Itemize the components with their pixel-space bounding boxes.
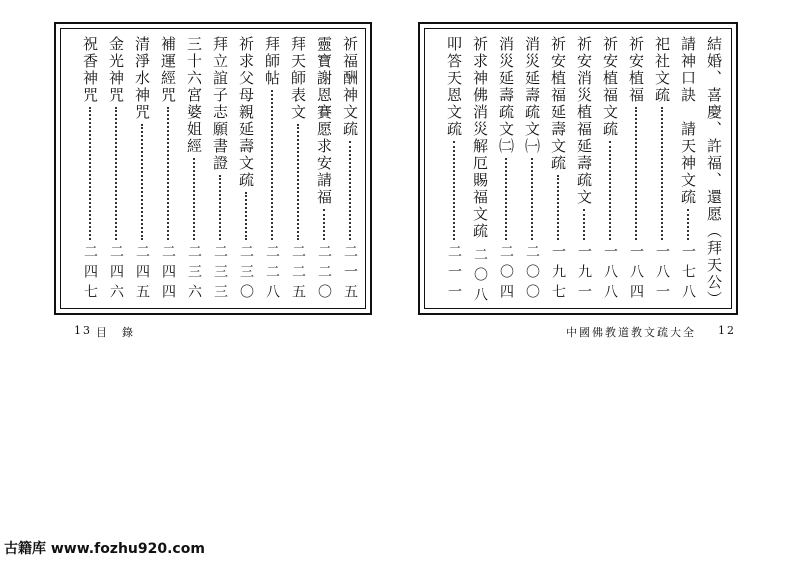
toc-entry: [156, 36, 180, 304]
toc-leader-dots: [505, 158, 507, 240]
toc-entry-page: 二三〇: [238, 244, 254, 304]
toc-entry-page: 二三三: [212, 244, 228, 304]
toc-leader-dots: [89, 107, 91, 240]
toc-leader-dots: [115, 107, 117, 240]
toc-entry: [676, 36, 700, 304]
toc-entry-page: 二三六: [186, 244, 202, 304]
toc-entry-page: 二四五: [134, 244, 150, 304]
toc-leader-dots: [609, 141, 611, 240]
toc-entry-page: 二一五: [342, 244, 358, 304]
toc-leader-dots: [557, 175, 559, 240]
toc-entry: [572, 36, 596, 304]
toc-entry: [442, 36, 466, 304]
toc-entry: [546, 36, 570, 304]
toc-entry: [312, 36, 336, 304]
toc-entry-title: 祈安植福文疏: [601, 36, 619, 138]
toc-entry-title: 拜師帖: [263, 36, 281, 87]
toc-entry-title: 拜立誼子志願書證: [211, 36, 229, 172]
toc-entry-title: 消災延壽疏文㈠: [523, 36, 541, 155]
toc-entry-title: 清淨水神咒: [133, 36, 151, 121]
toc-entry-page: 一九一: [576, 244, 592, 304]
toc-entry: [182, 36, 206, 304]
toc-entry: [624, 36, 648, 304]
toc-entry-page: 一八一: [654, 244, 670, 304]
toc-entry-page: 二四六: [108, 244, 124, 304]
toc-entry-page: 一九七: [550, 244, 566, 304]
toc-leader-dots: [531, 158, 533, 240]
left-page-number: 13: [74, 324, 92, 337]
toc-entry-title: 祈安消災植福延壽疏文: [575, 36, 593, 206]
toc-entry-page: 二〇四: [498, 244, 514, 304]
toc-entry-page: 二四七: [82, 244, 98, 304]
toc-entry-title: 祈福酬神文疏: [341, 36, 359, 138]
toc-entry: [286, 36, 310, 304]
toc-leader-dots: [193, 158, 195, 240]
toc-entry: [260, 36, 284, 304]
toc-entry-title: 結婚、喜慶、許福、還愿（拜天公）: [705, 36, 723, 308]
toc-entry-title: 祈安植福延壽文疏: [549, 36, 567, 172]
toc-entry: [520, 36, 544, 304]
right-page-book-title: 中國佛教道教文疏大全: [566, 326, 696, 339]
toc-entry-page: 二二〇: [316, 244, 332, 304]
toc-entry-heading: [702, 36, 726, 308]
toc-entry-page: 一七八: [680, 244, 696, 304]
toc-entry: [208, 36, 232, 304]
toc-entry-page: 一八八: [602, 244, 618, 304]
toc-entry: [78, 36, 102, 304]
toc-entry: [104, 36, 128, 304]
toc-entry-page: 二一一: [446, 244, 462, 304]
toc-entry-page: 二〇〇: [524, 244, 540, 304]
toc-leader-dots: [349, 141, 351, 240]
toc-leader-dots: [141, 124, 143, 240]
toc-entry-page: 一八四: [628, 244, 644, 304]
toc-entry: [598, 36, 622, 304]
toc-entry: [650, 36, 674, 304]
toc-leader-dots: [167, 107, 169, 240]
toc-entry-title: 拜天師表文: [289, 36, 307, 121]
toc-entry-title: 補運經咒: [159, 36, 177, 104]
toc-entry-page: 二四四: [160, 244, 176, 304]
toc-entry: [338, 36, 362, 304]
toc-entry-title: 三十六宮婆姐經: [185, 36, 203, 155]
toc-entry-page: 二二八: [264, 244, 280, 304]
toc-entry: [130, 36, 154, 304]
toc-leader-dots: [453, 141, 455, 240]
toc-leader-dots: [661, 107, 663, 240]
toc-entry-title: 消災延壽疏文㈡: [497, 36, 515, 155]
toc-leader-dots: [271, 90, 273, 240]
toc-leader-dots: [219, 175, 221, 240]
toc-entry-title: 祈安植福: [627, 36, 645, 104]
toc-entry: [494, 36, 518, 304]
toc-entry-title: 叩答天恩文疏: [445, 36, 463, 138]
toc-entry-title: 靈寶謝恩賽愿求安請福: [315, 36, 333, 206]
left-page-header-label: 目 錄: [96, 326, 135, 339]
toc-leader-dots: [297, 124, 299, 240]
toc-leader-dots: [583, 209, 585, 240]
toc-entry-title: 祀社文疏: [653, 36, 671, 104]
site-watermark: 古籍库 www.fozhu920.com: [4, 541, 205, 557]
toc-entry: [468, 36, 492, 307]
toc-leader-dots: [687, 209, 689, 240]
toc-entry-page: 二〇八: [472, 247, 488, 307]
toc-entry-page: 二二五: [290, 244, 306, 304]
right-page-number: 12: [718, 324, 736, 337]
toc-leader-dots: [635, 107, 637, 240]
toc-leader-dots: [245, 192, 247, 240]
toc-entry: [234, 36, 258, 304]
toc-entry-title: 請神口訣 請天神文疏: [679, 36, 697, 206]
toc-entry-title: 祈求神佛消災解厄賜福文疏: [471, 36, 489, 240]
toc-entry-title: 祝香神咒: [81, 36, 99, 104]
toc-leader-dots: [323, 209, 325, 240]
toc-entry-title: 祈求父母親延壽文疏: [237, 36, 255, 189]
toc-entry-title: 金光神咒: [107, 36, 125, 104]
